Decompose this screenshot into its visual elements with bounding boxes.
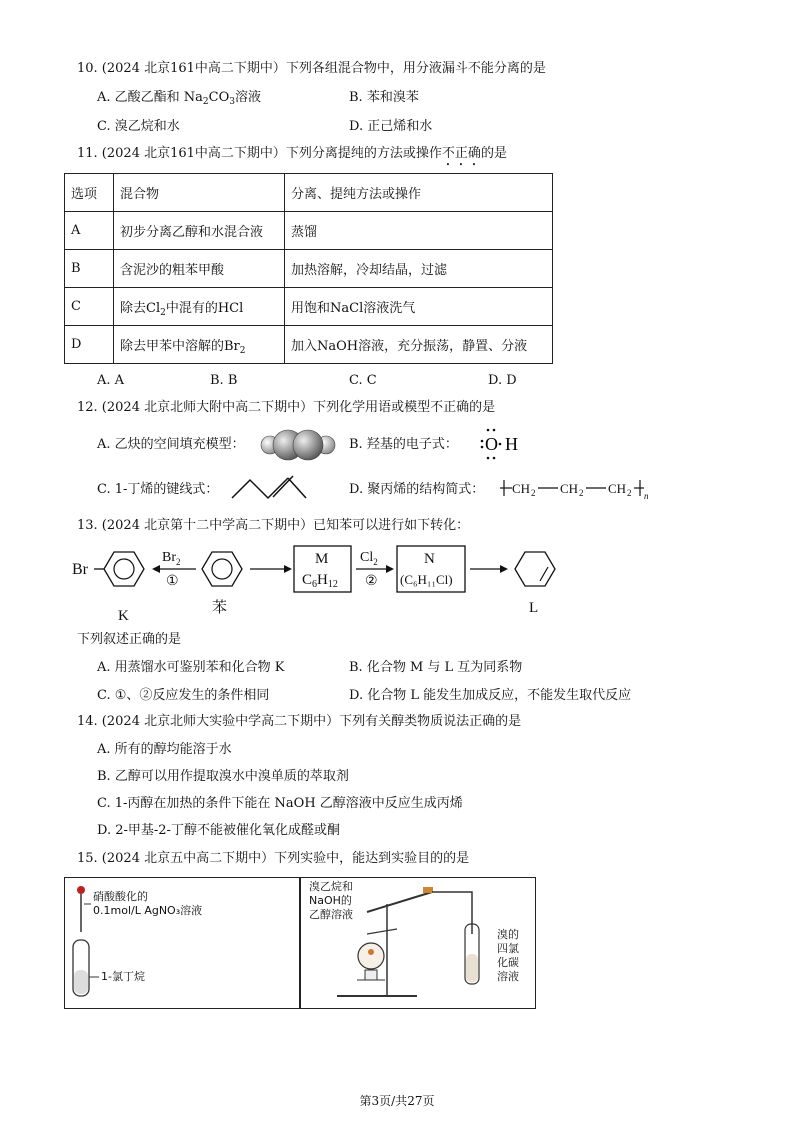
q10-option-d: D. 正己烯和水 [349, 119, 433, 134]
flask-label-line2: NaOH的 [309, 894, 352, 907]
q15-experiment-table [64, 877, 536, 1009]
flask-label-line3: 乙醇溶液 [309, 908, 353, 921]
distillation-apparatus [327, 884, 497, 1004]
compound-k-label: K [118, 608, 129, 620]
table-cell: 除去$Cl_2$中混有的HCl [114, 288, 285, 326]
table-cell: D [65, 326, 114, 364]
flask-label-line1: 溴乙烷和 [309, 880, 353, 893]
svg-text:CH: CH [560, 481, 579, 496]
compound-m-name: M [315, 551, 329, 567]
table-cell: 蒸馏 [285, 212, 553, 250]
q11-answer-d: D. D [488, 373, 517, 388]
q14-stem: 14. (2024 北京北师大实验中学高二下期中）下列有关醇类物质说法正确的是 [77, 714, 522, 729]
svg-text:CH: CH [512, 481, 531, 496]
solution-label-line4: 溶液 [497, 970, 519, 983]
oxygen-symbol: O [485, 434, 498, 454]
page-footer: 第3页/共27页 [359, 1094, 435, 1108]
table-header: 分离、提纯方法或操作 [285, 174, 553, 212]
svg-text:2: 2 [579, 488, 584, 498]
table-row [65, 212, 553, 250]
q14-option-b: B. 乙醇可以用作提取溴水中溴单质的萃取剂 [97, 769, 349, 784]
hydrogen-symbol: H [505, 434, 518, 454]
table-header: 选项 [65, 174, 114, 212]
hydroxyl-electron-formula [478, 426, 528, 462]
solution-label-line1: 溴的 [497, 928, 519, 941]
q12-option-a: A. 乙炔的空间填充模型： [97, 437, 245, 452]
q13-option-c: C. ①、②反应发生的条件相同 [97, 688, 270, 703]
table-cell: A [65, 212, 114, 250]
svg-text:CH: CH [608, 481, 627, 496]
q13-lead: 下列叙述正确的是 [77, 632, 182, 647]
q14-option-a: A. 所有的醇均能溶于水 [97, 742, 232, 757]
table-row [65, 288, 553, 326]
step-1-label: ① [166, 574, 179, 589]
q11-table [64, 173, 553, 364]
chlorobutane-label: 1-氯丁烷 [101, 970, 145, 983]
q13-reaction-scheme [66, 540, 626, 620]
table-cell: 除去甲苯中溶解的$Br_2$ [114, 326, 285, 364]
q13-stem: 13. (2024 北京第十二中学高二下期中）已知苯可以进行如下转化： [77, 518, 470, 533]
benzene-label: 苯 [212, 600, 228, 616]
q15-stem: 15. (2024 北京五中高二下期中）下列实验中，能达到实验目的的是 [77, 851, 470, 866]
compound-l-label: L [529, 600, 539, 616]
q10-option-b: B. 苯和溴苯 [349, 90, 419, 105]
q12-stem: 12. (2024 北京北师大附中高二下期中）下列化学用语或模型不正确的是 [77, 400, 496, 415]
reagent-cl2: $Cl_2$ [360, 550, 378, 567]
table-cell: 用饱和NaCl溶液洗气 [285, 288, 553, 326]
q13-option-b: B. 化合物 M 与 L 互为同系物 [349, 660, 523, 675]
q12-option-d: D. 聚丙烯的结构简式： [349, 482, 485, 497]
table-cell: 初步分离乙醇和水混合液 [114, 212, 285, 250]
q13-option-a: A. 用蒸馏水可鉴别苯和化合物 K [97, 660, 285, 675]
q11-stem: 11. (2024 北京161中高二下期中）下列分离提纯的方法或操作不正确的是 [77, 146, 507, 161]
svg-text:n: n [644, 491, 649, 501]
q14-option-c: C. 1-丙醇在加热的条件下能在 NaOH 乙醇溶液中反应生成丙烯 [97, 796, 463, 811]
table-cell: 加热溶解，冷却结晶，过滤 [285, 250, 553, 288]
table-header: 混合物 [114, 174, 285, 212]
q13-option-d: D. 化合物 L 能发生加成反应，不能发生取代反应 [349, 688, 632, 703]
q12-option-b: B. 羟基的电子式： [349, 437, 458, 452]
bromo-label: Br [72, 561, 88, 578]
reagent-br2: $Br_2$ [162, 550, 181, 567]
reagent-label-line1: 硝酸酸化的 [93, 890, 148, 903]
table-cell: 含泥沙的粗苯甲酸 [114, 250, 285, 288]
q11-answer-b: B. B [210, 373, 238, 388]
q10-option-a: A. 乙酸乙酯和 $Na_2CO_3$溶液 [97, 90, 262, 107]
solution-label-line2: 四氯 [497, 942, 519, 955]
table-cell: 加入NaOH溶液，充分振荡，静置、分液 [285, 326, 553, 364]
step-2-label: ② [365, 574, 378, 589]
q10-option-c: C. 溴乙烷和水 [97, 119, 180, 134]
q12-option-c: C. 1-丁烯的键线式： [97, 482, 219, 497]
q11-answer-a: A. A [97, 373, 125, 388]
table-header-row [65, 174, 553, 212]
compound-n-formula: (C₆H₁₁Cl) [400, 572, 453, 587]
polypropylene-formula [500, 474, 660, 502]
1-butene-skeletal-formula [228, 472, 308, 502]
table-cell: B [65, 250, 114, 288]
table-row [65, 250, 553, 288]
q14-option-d: D. 2-甲基-2-丁醇不能被催化氧化成醛或酮 [97, 823, 340, 838]
table-cell: C [65, 288, 114, 326]
svg-text:2: 2 [531, 488, 536, 498]
compound-m-formula: $C_6H_{12}$ [302, 572, 338, 590]
reagent-label-line2: 0.1mol/L AgNO₃溶液 [93, 904, 203, 917]
compound-n-name: N [424, 551, 435, 567]
q10-stem: 10. (2024 北京161中高二下期中）下列各组混合物中，用分液漏斗不能分离的是 [77, 61, 546, 76]
q11-answer-c: C. C [349, 373, 377, 388]
solution-label-line3: 化碳 [497, 956, 519, 969]
acetylene-space-filling-model [260, 428, 336, 462]
table-row [65, 326, 553, 364]
svg-text:2: 2 [627, 488, 632, 498]
